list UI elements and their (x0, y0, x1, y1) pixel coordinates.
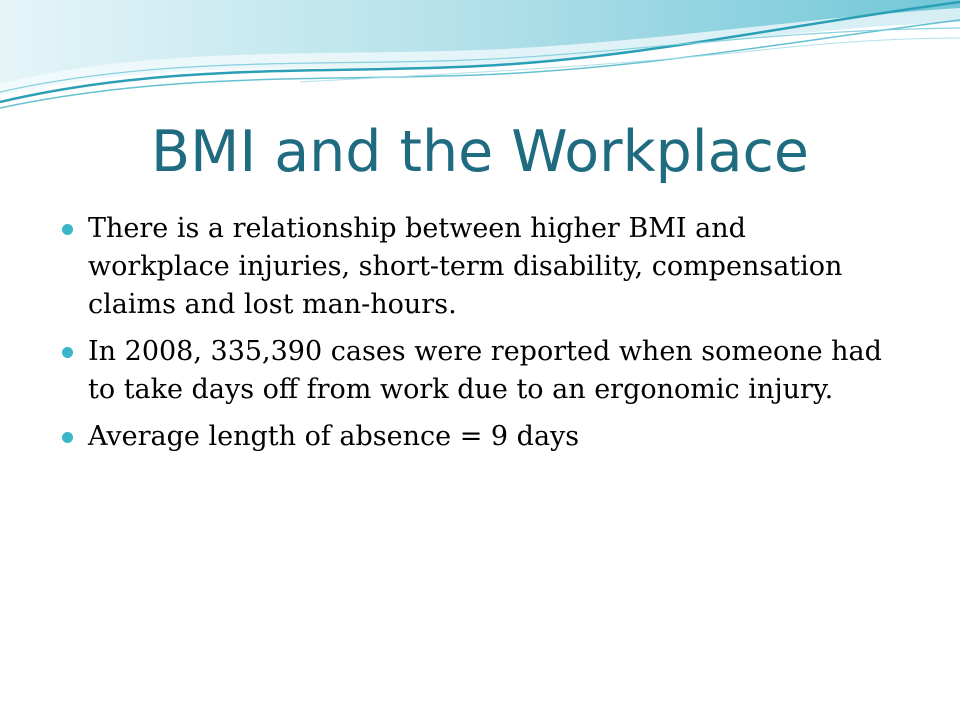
bullet-text: In 2008, 335,390 cases were reported when someone had to take days off from work due to an ergonomic injury. (88, 336, 882, 405)
bullet-dot-icon (62, 432, 73, 443)
bullet-item (62, 210, 892, 324)
bullet-text: Average length of absence = 9 days (88, 421, 580, 452)
bullet-list (62, 210, 892, 465)
bullet-item (62, 418, 892, 456)
wave-header-decoration (0, 0, 960, 120)
slide-title: BMI and the Workplace (151, 119, 809, 185)
bullet-item (62, 333, 892, 409)
bullet-text: There is a relationship between higher BMI and workplace injuries, short-term disability, compensation claims and lost man-hours. (88, 213, 843, 320)
bullet-dot-icon (62, 224, 73, 235)
bullet-dot-icon (62, 347, 73, 358)
